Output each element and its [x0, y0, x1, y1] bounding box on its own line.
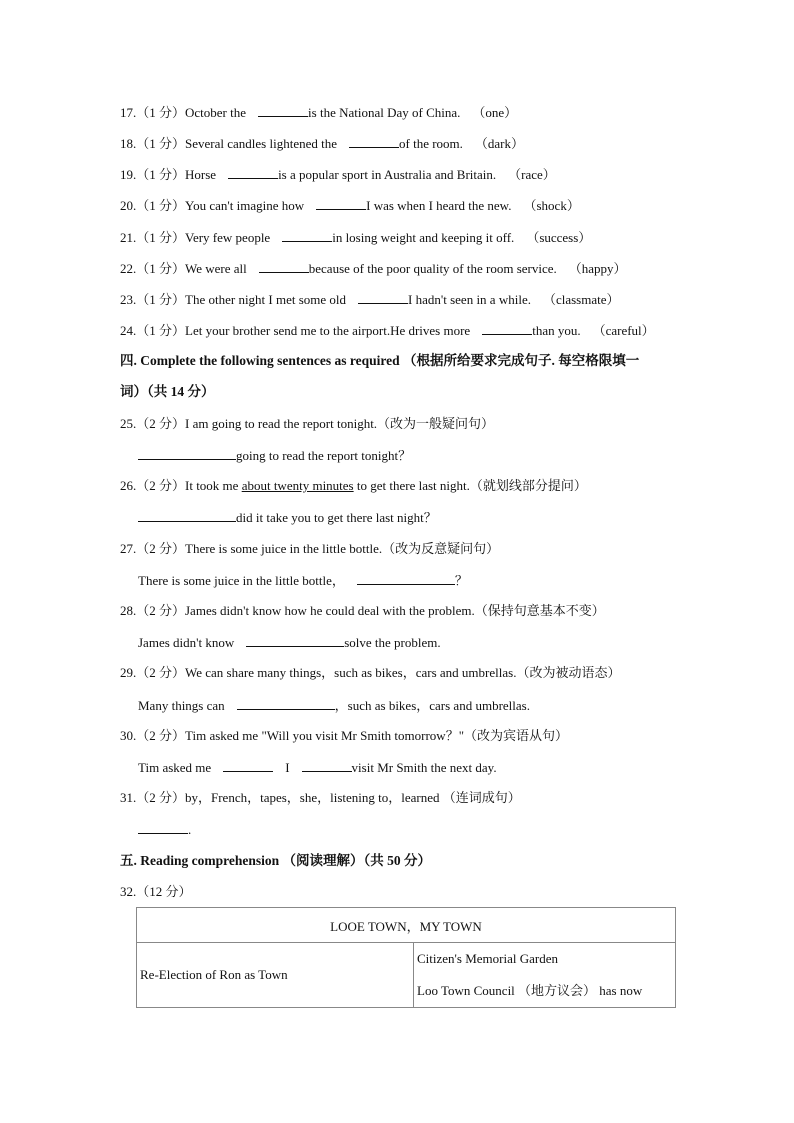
answer-blank[interactable]: [138, 446, 236, 460]
answer-blank[interactable]: [223, 758, 273, 772]
question-32: 32.（12 分）: [120, 884, 192, 899]
question-27: 27.（2 分）There is some juice in the little bottle.（改为反意疑问句）: [120, 541, 500, 556]
table-right-cell: [414, 943, 676, 1008]
question-21: 21.（1 分）Very few people in losing weight and keeping it off. （success）: [120, 230, 592, 245]
answer-30: Tim asked me I visit Mr Smith the next day.: [138, 760, 497, 775]
answer-blank[interactable]: [237, 696, 335, 710]
answer-28: James didn't know solve the problem.: [138, 635, 441, 650]
answer-blank[interactable]: [258, 103, 308, 117]
answer-blank[interactable]: [138, 820, 188, 834]
table-right-line-1: Citizen's Memorial Garden: [417, 951, 558, 966]
answer-blank[interactable]: [138, 508, 236, 522]
answer-blank[interactable]: [349, 134, 399, 148]
answer-26: did it take you to get there last night？: [138, 508, 437, 527]
table-left-cell: Re-Election of Ron as Town: [137, 943, 414, 1008]
question-28: 28.（2 分）James didn't know how he could deal with the problem.（保持句意基本不变）: [120, 603, 605, 618]
question-31: 31.（2 分）by，French，tapes，she，listening to，learned （连词成句）: [120, 790, 521, 805]
question-30: 30.（2 分）Tim asked me "Will you visit Mr Smith tomorrow？"（改为宾语从句）: [120, 728, 569, 743]
answer-blank[interactable]: [282, 228, 332, 242]
table-right-line-2: Loo Town Council （地方议会） has now: [417, 983, 643, 998]
question-29: 29.（2 分）We can share many things，such as bikes，cars and umbrellas.（改为被动语态）: [120, 665, 621, 680]
question-19: 19.（1 分）Horse is a popular sport in Australia and Britain. （race）: [120, 167, 556, 182]
question-18: 18.（1 分）Several candles lightened the of the room. （dark）: [120, 136, 525, 151]
answer-blank[interactable]: [228, 165, 278, 179]
section-4-heading: 四. Complete the following sentences as required （根据所给要求完成句子. 每空格限填一: [120, 353, 640, 368]
section-5-heading: 五. Reading comprehension （阅读理解）（共 50 分）: [120, 853, 432, 868]
answer-29: Many things can ，such as bikes，cars and umbrellas.: [138, 698, 530, 713]
question-17: 17.（1 分）October the is the National Day of China. （one）: [120, 105, 518, 120]
underlined-phrase: about twenty minutes: [241, 478, 354, 493]
question-22: 22.（1 分）We were all because of the poor quality of the room service. （happy）: [120, 261, 627, 276]
answer-blank[interactable]: [259, 259, 309, 273]
answer-blank[interactable]: [482, 321, 532, 335]
question-25: 25.（2 分）I am going to read the report tonight.（改为一般疑问句）: [120, 416, 495, 431]
question-23: 23.（1 分）The other night I met some old I hadn't seen in a while. （classmate）: [120, 292, 620, 307]
answer-blank[interactable]: [302, 758, 352, 772]
question-26: 26.（2 分）It took me about twenty minutes to get there last night.（就划线部分提问）: [120, 478, 587, 493]
answer-blank[interactable]: [316, 196, 366, 210]
question-20: 20.（1 分）You can't imagine how I was when I heard the new. （shock）: [120, 198, 580, 213]
answer-25: going to read the report tonight？: [138, 446, 411, 465]
answer-31: .: [138, 820, 191, 839]
question-24: 24.（1 分）Let your brother send me to the airport.He drives more than you. （careful）: [120, 323, 655, 338]
answer-blank[interactable]: [357, 571, 455, 585]
answer-27: There is some juice in the little bottle， ？: [138, 573, 468, 588]
answer-blank[interactable]: [246, 633, 344, 647]
table-title: LOOE TOWN，MY TOWN: [137, 908, 676, 943]
reading-table: [136, 907, 676, 1008]
answer-blank[interactable]: [358, 290, 408, 304]
section-4-heading-cont: 词）（共 14 分）: [120, 384, 215, 399]
